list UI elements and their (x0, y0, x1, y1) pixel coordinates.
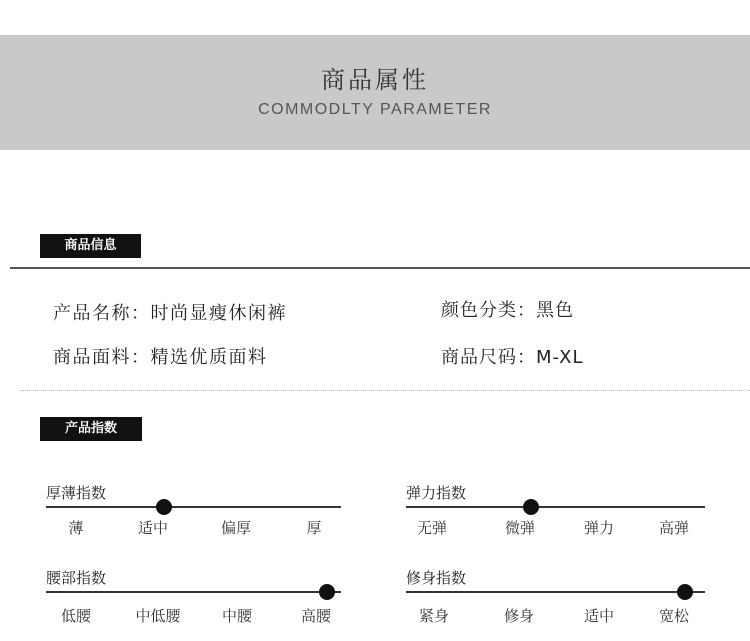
page-title: 商品属性 (321, 66, 429, 94)
scale-option: 弹力 (583, 519, 615, 537)
attr-value: 精选优质面料 (150, 347, 268, 368)
dotted-divider (20, 390, 750, 391)
scale-label: 弹力指数 (406, 484, 467, 502)
attr-key: 颜色分类： (441, 300, 536, 321)
scale-option: 厚 (306, 519, 322, 537)
attr-size (441, 343, 584, 369)
attr-key: 商品面料： (53, 347, 151, 368)
scale-marker-dot (677, 584, 693, 600)
attr-value: 时尚显瘦休闲裤 (150, 303, 287, 324)
section-divider (10, 267, 750, 269)
scale-option: 中腰 (221, 607, 253, 625)
scale-label: 修身指数 (406, 569, 467, 587)
index-scale (406, 567, 705, 627)
section-tag-info: 商品信息 (40, 234, 141, 258)
index-scale (46, 482, 341, 542)
scale-option: 高腰 (300, 607, 332, 625)
attr-key: 商品尺码： (441, 347, 536, 368)
scale-option: 适中 (583, 607, 615, 625)
attr-color (441, 296, 574, 322)
scale-label: 厚薄指数 (46, 484, 107, 502)
scale-track (406, 506, 705, 508)
scale-track (406, 591, 705, 593)
scale-marker-dot (523, 499, 539, 515)
scale-option: 薄 (68, 519, 84, 537)
attr-value: M-XL (536, 347, 584, 368)
scale-option: 修身 (503, 607, 535, 625)
index-scale (406, 482, 705, 542)
scale-option: 高弹 (658, 519, 690, 537)
scale-option: 低腰 (60, 607, 92, 625)
page-subtitle: COMMODLTY PARAMETER (258, 101, 492, 118)
index-scale (46, 567, 341, 627)
scale-option: 偏厚 (220, 519, 252, 537)
scale-marker-dot (319, 584, 335, 600)
scale-option: 宽松 (658, 607, 690, 625)
scale-option: 微弹 (504, 519, 536, 537)
scale-track (46, 591, 341, 593)
scale-option: 中低腰 (135, 607, 181, 625)
scale-track (46, 506, 341, 508)
attr-key: 产品名称： (53, 303, 151, 324)
scale-option: 紧身 (418, 607, 450, 625)
scale-option: 无弹 (416, 519, 448, 537)
scale-option: 适中 (137, 519, 169, 537)
attr-fabric (53, 343, 268, 369)
attr-product-name (53, 299, 287, 325)
scale-label: 腰部指数 (46, 569, 107, 587)
attr-value: 黑色 (536, 300, 574, 321)
section-tag-index: 产品指数 (40, 417, 142, 441)
scale-marker-dot (156, 499, 172, 515)
